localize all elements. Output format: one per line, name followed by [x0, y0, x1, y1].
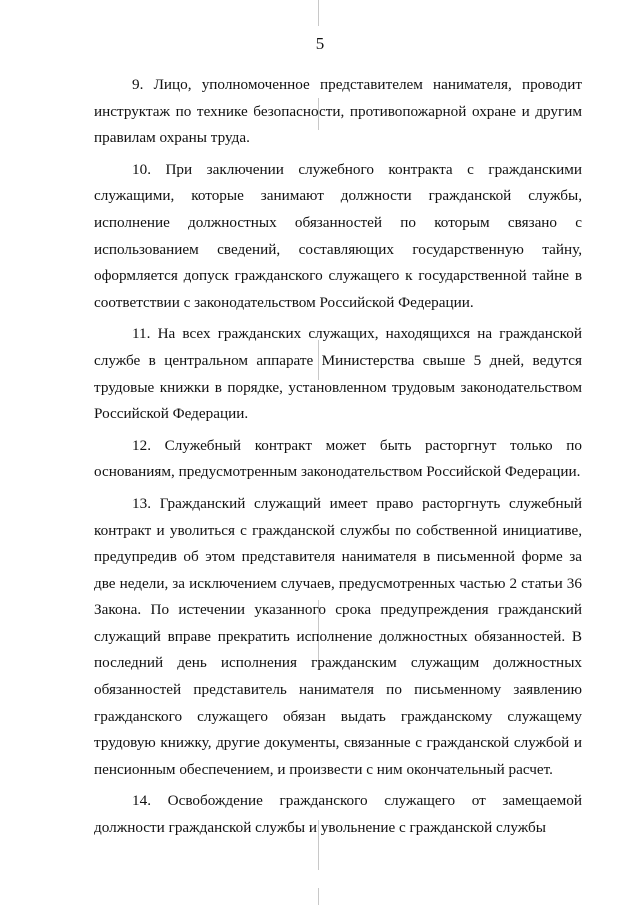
document-body	[94, 72, 582, 847]
paragraph-14: 14. Освобождение гражданского служащего от замещаемой должности гражданской службы и увольнение с гражданской службы	[94, 792, 582, 837]
paragraph-13: 13. Гражданский служащий имеет право расторгнуть служебный контракт и уволиться с гражданской службы по собственной инициативе, предупредив об этом представителя нанимателя в письменной форме за две недели, за исключением случаев, предусмотренных частью 2 статьи 36 Закона. По истечении указанного срока предупреждения гражданский служащий вправе прекратить исполнение должностных обязанностей. В последний день исполнения гражданским служащим должностных обязанностей представитель нанимателя по письменному заявлению гражданского служащего обязан выдать гражданскому служащему трудовую книжку, другие документы, связанные с гражданской службой и пенсионным обеспечением, и произвести с ним окончательный расчет.	[94, 494, 582, 778]
scan-fold-line	[318, 888, 319, 905]
paragraph-10: 10. При заключении служебного контракта с гражданскими служащими, которые занимают должности гражданской службы, исполнение должностных обязанностей по которым связано с использованием сведений, составляющих государственную тайну, оформляется допуск гражданского служащего к государственной тайне в соответствии с законодательством Российской Федерации.	[94, 160, 582, 311]
page-number: 5	[315, 34, 325, 53]
paragraph-9: 9. Лицо, уполномоченное представителем нанимателя, проводит инструктаж по технике безопасности, противопожарной охране и другим правилам охраны труда.	[94, 76, 582, 147]
paragraph-11: 11. На всех гражданских служащих, находящихся на гражданской службе в центральном аппарате Министерства свыше 5 дней, ведутся трудовые книжки в порядке, установленном трудовым законодательством Российской Федерации.	[94, 325, 582, 423]
paragraph-12: 12. Служебный контракт может быть расторгнут только по основаниям, предусмотренным законодательством Российской Федерации.	[94, 436, 582, 481]
scan-fold-line	[318, 0, 319, 26]
